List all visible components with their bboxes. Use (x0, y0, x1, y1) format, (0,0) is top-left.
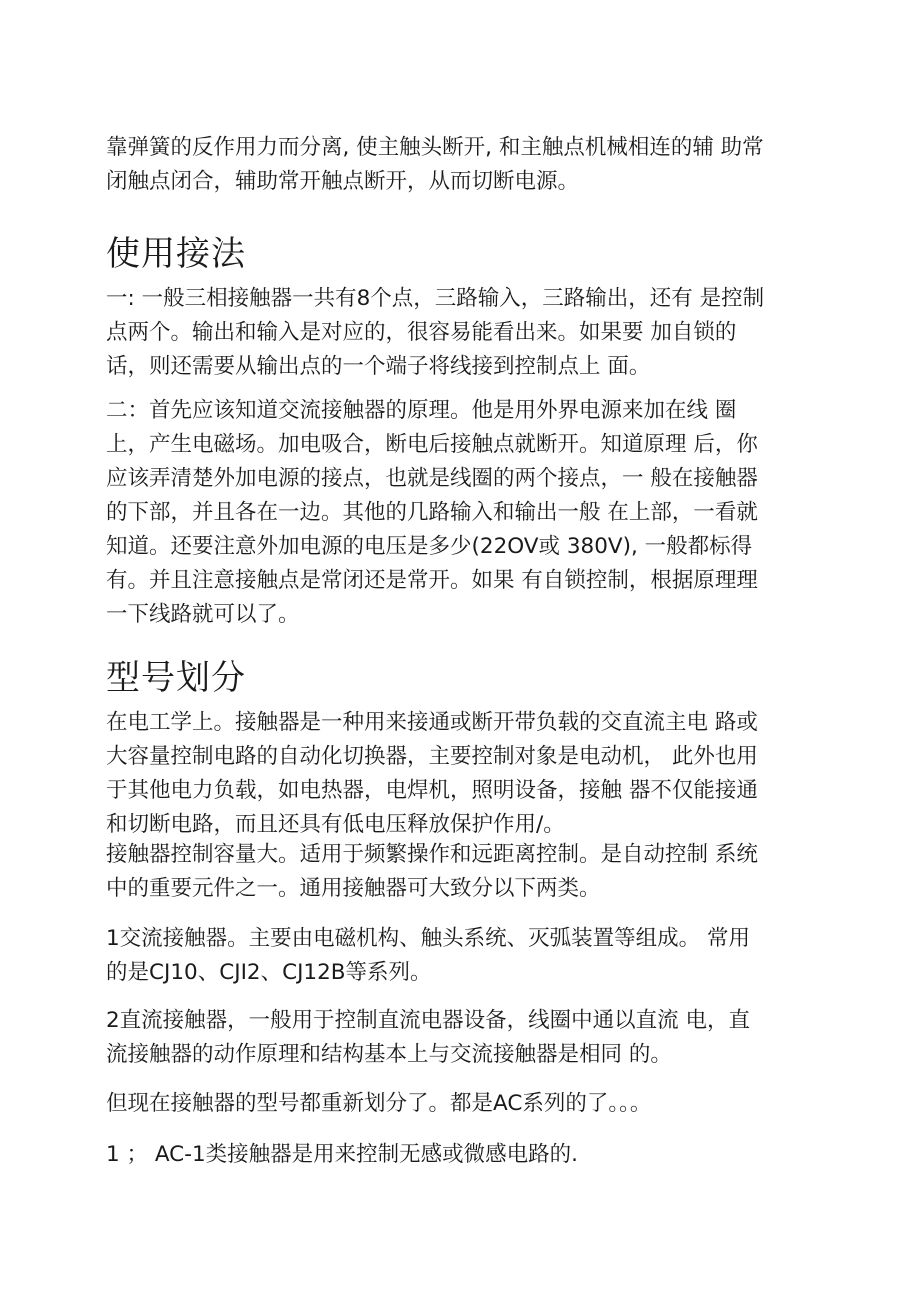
text-line: 于其他电力负载，如电热器，电焊机，照明设备，接触 器不仅能接通 (106, 778, 758, 803)
text-line: 2直流接触器，一般用于控制直流电器设备，线圈中通以直流 电，直 (106, 1008, 751, 1033)
text-line: 的下部，并且各在一边。其他的几路输入和输出一般 在上部，一看就 (106, 500, 758, 525)
models-paragraph-ac1 (106, 1138, 578, 1172)
intro-paragraph (106, 131, 764, 199)
text-line: 和切断电路，而且还具有低电压释放保护作用/。 (106, 812, 565, 837)
section-heading-models: 型号划分 (106, 658, 246, 698)
text-line: 闭触点闭合，辅助常开触点断开，从而切断电源。 (106, 169, 580, 194)
text-line: 大容量控制电路的自动化切换器，主要控制对象是电动机， 此外也用 (106, 744, 758, 769)
text-line: 话，则还需要从输出点的一个端子将线接到控制点上 面。 (106, 354, 651, 379)
text-line: 在电工学上。接触器是一种用来接通或断开带负载的交直流主电 路或 (106, 710, 758, 735)
text-line: 上，产生电磁场。加电吸合，断电后接触点就断开。知道原理 后，你 (106, 432, 758, 457)
text-line: 一: 一般三相接触器一共有8个点，三路输入，三路输出，还有 是控制 (106, 286, 765, 311)
text-line: 中的重要元件之一。通用接触器可大致分以下两类。 (106, 876, 601, 901)
text-line: 1交流接触器。主要由电磁机构、触头系统、灭弧装置等组成。 常用 (106, 926, 751, 951)
text-line: 点两个。输出和输入是对应的，很容易能看出来。如果要 加自锁的 (106, 320, 737, 345)
models-paragraph-2 (106, 838, 758, 906)
text-line: 1 ； AC-1类接触器是用来控制无感或微感电路的. (106, 1142, 578, 1167)
section-heading-usage: 使用接法 (106, 234, 246, 274)
models-paragraph-1 (106, 706, 758, 842)
text-line: 应该弄清楚外加电源的接点，也就是线圈的两个接点，一 般在接触器 (106, 466, 758, 491)
text-line: 但现在接触器的型号都重新划分了。都是AC系列的了。。。 (106, 1091, 652, 1116)
text-line: 有。并且注意接触点是常闭还是常开。如果 有自锁控制，根据原理理 (106, 568, 758, 593)
text-line: 的是CJ10、CJI2、CJ12B等系列。 (106, 960, 432, 985)
models-paragraph-new (106, 1087, 651, 1121)
text-line: 二：首先应该知道交流接触器的原理。他是用外界电源来加在线 圈 (106, 398, 737, 423)
text-line: 流接触器的动作原理和结构基本上与交流接触器是相同 的。 (106, 1042, 672, 1067)
text-line: 知道。还要注意外加电源的电压是多少(22OV或 380V), 一般都标得 (106, 534, 753, 559)
text-line: 接触器控制容量大。适用于频繁操作和远距离控制。是自动控制 系统 (106, 842, 758, 867)
text-line: 一下线路就可以了。 (106, 602, 300, 627)
models-paragraph-dc (106, 1004, 750, 1072)
models-paragraph-ac (106, 922, 750, 990)
text-line: 靠弹簧的反作用力而分离, 使主触头断开, 和主触点机械相连的辅 助常 (106, 135, 764, 160)
usage-paragraph-2 (106, 394, 758, 632)
usage-paragraph-1 (106, 282, 764, 384)
